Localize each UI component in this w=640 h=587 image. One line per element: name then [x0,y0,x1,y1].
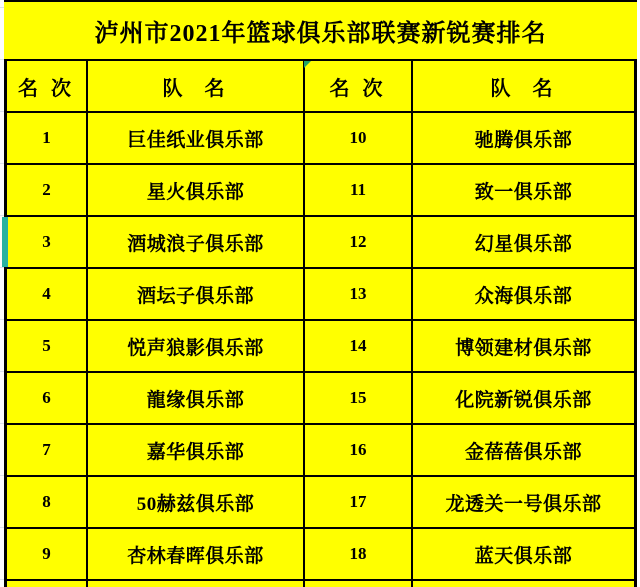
rank-cell[interactable]: 17 [305,477,413,529]
rank-cell[interactable]: 9 [7,529,88,581]
team-cell[interactable]: 化院新锐俱乐部 [413,373,634,425]
team-cell[interactable]: 酒城浪子俱乐部 [88,217,305,269]
header-team-right[interactable]: 队 名 [413,61,634,113]
team-cell[interactable]: 星火俱乐部 [88,165,305,217]
team-cell[interactable]: 众海俱乐部 [413,269,634,321]
team-cell[interactable]: 50赫兹俱乐部 [88,477,305,529]
cutoff-cell[interactable] [413,581,634,587]
rank-cell[interactable]: 10 [305,113,413,165]
team-cell[interactable]: 致一俱乐部 [413,165,634,217]
rank-cell[interactable]: 15 [305,373,413,425]
cutoff-cell[interactable] [7,581,88,587]
rank-cell[interactable]: 18 [305,529,413,581]
team-cell[interactable]: 金蓓蓓俱乐部 [413,425,634,477]
header-rank-left[interactable]: 名 次 [7,61,88,113]
selected-cell-indicator [2,217,8,267]
team-cell[interactable]: 杏林春晖俱乐部 [88,529,305,581]
team-cell[interactable]: 龙透关一号俱乐部 [413,477,634,529]
rank-cell[interactable]: 7 [7,425,88,477]
team-cell[interactable]: 酒坛子俱乐部 [88,269,305,321]
rank-cell-selected[interactable]: 3 [7,217,88,269]
cell-corner-marker-icon [304,61,311,68]
table-title[interactable]: 泸州市2021年篮球俱乐部联赛新锐赛排名 [4,0,637,59]
rank-cell[interactable]: 5 [7,321,88,373]
team-cell[interactable]: 悦声狼影俱乐部 [88,321,305,373]
team-cell[interactable]: 嘉华俱乐部 [88,425,305,477]
rank-cell[interactable]: 1 [7,113,88,165]
rank-cell[interactable]: 13 [305,269,413,321]
team-cell[interactable]: 博领建材俱乐部 [413,321,634,373]
team-cell[interactable]: 幻星俱乐部 [413,217,634,269]
table-grid [4,59,637,587]
cutoff-cell[interactable] [305,581,413,587]
cutoff-cell[interactable] [88,581,305,587]
rank-cell[interactable]: 2 [7,165,88,217]
ranking-table [4,0,637,587]
team-cell[interactable]: 驰腾俱乐部 [413,113,634,165]
rank-cell[interactable]: 14 [305,321,413,373]
rank-cell[interactable]: 8 [7,477,88,529]
rank-cell[interactable]: 16 [305,425,413,477]
header-team-left[interactable]: 队 名 [88,61,305,113]
rank-cell[interactable]: 11 [305,165,413,217]
team-cell[interactable]: 巨佳纸业俱乐部 [88,113,305,165]
rank-cell[interactable]: 4 [7,269,88,321]
rank-cell[interactable]: 6 [7,373,88,425]
rank-cell[interactable]: 12 [305,217,413,269]
team-cell[interactable]: 蓝天俱乐部 [413,529,634,581]
team-cell[interactable]: 龍缘俱乐部 [88,373,305,425]
header-rank-right[interactable]: 名 次 [305,61,413,113]
